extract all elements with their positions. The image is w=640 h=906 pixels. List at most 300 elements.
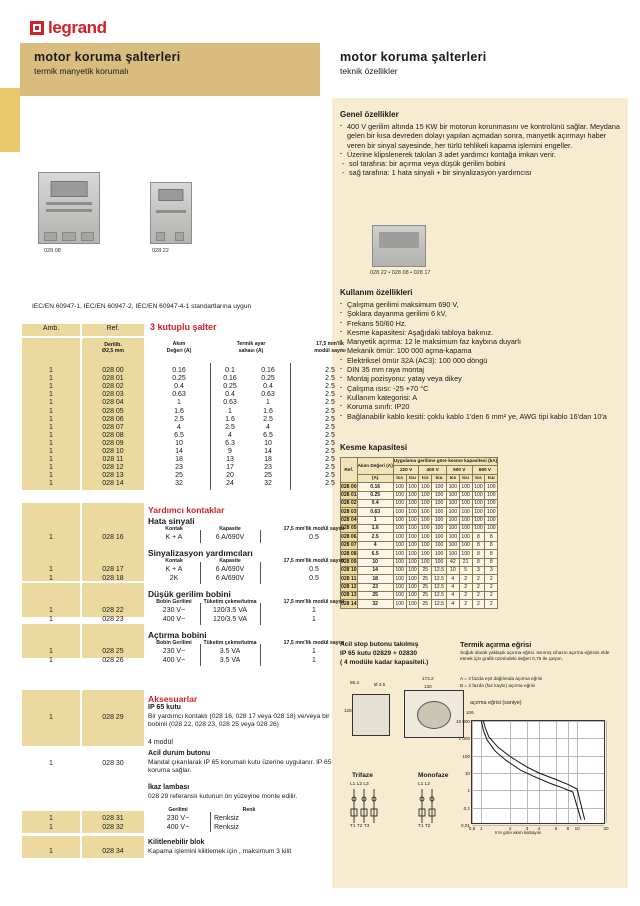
breaker-photo-large-caption: 028 08 [44,248,61,254]
aux-col-c-1: 17,5 mm'lik modül sayısı [283,558,345,564]
cell-kA-6: 100 [472,491,485,499]
dim-128: 128 [344,708,352,713]
usage-bullet-1: · Şoklara dayanma gerilimi 6 kV, [340,309,622,318]
cell-kA-7: 2 [485,592,498,600]
cell-aux-c: 1 [312,607,316,614]
aux-col-b-1: Kapasite [219,558,241,564]
cell-rating: 32 [357,600,393,608]
cell-kA-3: 100 [432,525,447,533]
cell-kA-2: 25 [419,592,432,600]
cell-kA-1: 100 [406,541,419,549]
cell-kA-3: 12.5 [432,600,447,608]
curve-plot-area [455,719,609,831]
dim-173-2: 173.2 [422,676,434,681]
legrand-wordmark: legrand [48,18,107,37]
cell-amb: 1 [49,423,53,431]
usage-heading: Kullanım özellikleri [340,288,413,297]
cell-ref: 028 04 [341,517,357,524]
monophase-title: Monofaze [418,772,449,779]
cell-kA-5: 100 [459,508,472,516]
cell-kA-6: 8 [472,541,485,549]
cell-aux-c: 1 [312,648,316,655]
page-title-left: motor koruma şalterleri [34,50,181,64]
xtick-label: 8 [566,826,570,831]
cell-kA-5: 5 [459,566,472,574]
cell-kA-5: 100 [459,541,472,549]
cell-thermal-max: 0.16 [261,367,275,374]
cell-amb: 1 [49,824,53,831]
cell-ref: 028 00 [102,367,124,374]
column-divider [200,603,201,625]
cell-kA-7: 8 [485,541,498,549]
cell-amb: 1 [49,575,53,582]
legrand-mark-icon [30,21,44,35]
cell-kA-3: 100 [432,483,447,491]
cell-aux-b: 3.5 VA [219,648,241,655]
cell-kA-4: 100 [446,550,459,558]
cell-module: 2.5 [325,439,335,447]
cell-rating: 0.4 [357,499,393,507]
cell-rating: 0.63 [357,508,393,516]
cell-current: 32 [175,480,183,488]
col-header-module-1: 17,5 mm'lik [316,341,344,347]
curve-desc: Soğuk olarak yaklaşık açırma eğrisi. Isınmış cihazın açırma eğrisini elde etmek için grafik üzerindeki değeri 0,75 ile çarpın. [460,650,610,661]
cell-kA-1: 100 [406,592,419,600]
cell-current: 23 [175,464,183,472]
cell-kA-0: 100 [393,566,406,574]
cell-kA-7: 2 [485,600,498,608]
xtick-label: 2 [508,826,512,831]
cell-kA-1: 100 [406,575,419,583]
col-header-current-1: Akım [172,341,186,347]
cell-rating: 2.5 [357,533,393,541]
cell-kA-4: 100 [446,483,459,491]
cell-aux-c: 0.5 [309,534,319,541]
cell-kA-6: 2 [472,583,485,591]
cell-kA-2: 100 [419,491,432,499]
cell-kA-6: 2 [472,575,485,583]
breaker-photo-small [150,182,192,244]
cell-kA-2: 100 [419,550,432,558]
cell-ref: 028 12 [341,584,357,591]
cell-thermal-max: 2.5 [263,415,273,423]
curve-axis-title: açırma eğrisi (saniye) [470,700,522,706]
cell-kA-5: 21 [459,558,472,566]
cell-kA-2: 100 [419,558,432,566]
cell-kA-0: 100 [393,533,406,541]
col-header-delivery-2: Ø2,5 mm [102,348,124,354]
cell-kA-7: 100 [485,491,498,499]
cell-amb: 1 [49,367,53,374]
cell-thermal-max: 25 [264,472,272,480]
column-divider [260,562,261,584]
cell-kA-2: 100 [419,541,432,549]
aux-col-b-0: Kapasite [219,526,241,532]
cell-ref: 028 14 [341,600,357,607]
cell-kA-6: 8 [472,558,485,566]
cell-kA-3: 12.5 [432,566,447,574]
cell-ref: 028 18 [102,575,124,582]
cell-kA-7: 100 [485,525,498,533]
th-sub-1-0: Ics [419,474,432,482]
th-ref: Ref. [341,458,358,483]
cell-kA-3: 100 [432,499,447,507]
cell-ref: 028 04 [102,399,124,407]
cell-module: 2.5 [325,391,335,399]
cell-ref: 028 11 [341,575,357,582]
accessories-section-title: Aksesuarlar [148,694,198,704]
cell-kA-2: 100 [419,483,432,491]
cell-thermal-min: 9 [228,448,232,455]
cell-kA-5: 2 [459,592,472,600]
page-subtitle-right: teknik özellikler [340,66,398,76]
usage-bullets [340,300,622,421]
cell-ref: 028 29 [102,714,124,721]
cell-ref: 028 03 [102,391,124,399]
aux-col-a-3: Bobin Gerilimi [156,640,192,646]
cell-kA-1: 100 [406,525,419,533]
cell-amb: 1 [49,760,53,767]
curve-legend-a: A = 3 fazda eşit dağılımda açırma eğrisi [460,676,543,681]
cell-kA-3: 100 [432,491,447,499]
cell-module: 2.5 [325,423,335,431]
cell-lamp-color: Renksiz [214,815,239,822]
cell-kA-6: 100 [472,516,485,524]
usage-bullet-10: · Kullanım kategorisi: A [340,393,622,402]
cell-ref: 028 00 [341,483,357,490]
table-row [341,541,498,549]
usage-bullet-8: · Montaj pozisyonu: yatay veya dikey [340,374,622,383]
usage-bullet-2: · Frekans 50/60 Hz. [340,319,622,328]
cell-rating: 6.5 [357,550,393,558]
column-divider [200,644,201,666]
cell-current: 4 [177,423,181,431]
cell-current: 18 [175,456,183,464]
aux-col-b-3: Tüketim çekme/tutma [203,640,257,646]
cell-rating: 14 [357,566,393,574]
cell-kA-6: 100 [472,525,485,533]
aux-col-a-1: Kontak [165,558,183,564]
cell-kA-2: 25 [419,583,432,591]
monophase-top-labels: L1 L2 [418,782,431,787]
cell-lamp-color: Renksiz [214,824,239,831]
cell-kA-4: 100 [446,508,459,516]
xtick-label: 3 [525,826,529,831]
usage-bullet-12: · Bağlanabilir kablo kesiti: çoklu kablo 1'den 6 mm² ye, AWG tipi kablo 16'dan 10'a [340,412,622,421]
cell-thermal-max: 0.63 [261,391,275,399]
cell-kA-4: 100 [446,491,459,499]
cell-kA-6: 100 [472,508,485,516]
cell-thermal-max: 6.5 [263,431,273,439]
cell-thermal-min: 6.3 [225,439,235,447]
tripping-curve-chart [443,712,611,840]
cell-aux-a: 400 V~ [162,616,186,623]
cell-thermal-min: 24 [226,480,234,488]
cell-module: 2.5 [325,399,335,407]
th-sub-0-1: Icu [406,474,419,482]
three-pole-section-title: 3 kutuplu şalter [150,322,217,332]
cell-ref: 028 02 [341,500,357,507]
cell-thermal-max: 14 [264,448,272,455]
col-header-current-2: Değeri (A) [166,348,192,354]
aux-col-a-2: Bobin Gerilimi [156,599,192,605]
cell-aux-a: 2K [169,575,179,582]
th-voltage-0: 220 V [393,466,419,474]
cell-kA-6: 100 [472,499,485,507]
aux-section-title: Yardımcı kontaklar [148,505,225,515]
cell-aux-b: 6 A/690V [215,534,245,541]
cell-kA-6: 8 [472,533,485,541]
cell-thermal-max: 23 [264,464,272,472]
cell-aux-a: 230 V~ [162,607,186,614]
ytick-label: 10 [464,771,470,776]
cell-thermal-max: 32 [264,480,272,488]
xtick-label: 1 [480,826,483,831]
cell-kA-7: 100 [485,483,498,491]
cell-ref: 028 13 [341,592,357,599]
cell-thermal-max: 18 [264,456,272,464]
col-header-delivery-1: Derilib. [104,342,122,348]
cell-kA-4: 4 [446,583,459,591]
cell-kA-4: 100 [446,533,459,541]
cell-ref: 028 06 [341,533,357,540]
cell-kA-0: 100 [393,483,406,491]
cell-ref: 028 02 [102,383,124,391]
cell-module: 2.5 [325,431,335,439]
curve-legend-b: B = 2 fazda (faz kaybı) açırma eğrisi [460,683,536,688]
usage-bullet-9: · Çalışma ısısı: -25 +70 °C [340,384,622,393]
cell-kA-6: 3 [472,566,485,574]
cell-ref: 028 01 [102,375,124,383]
emergency-line-3: ( 4 modüle kadar kapasiteli.) [340,659,429,666]
cell-amb: 1 [49,383,53,391]
cell-thermal-max: 4 [266,423,270,431]
cell-rating: 0.25 [357,491,393,499]
cell-kA-7: 8 [485,533,498,541]
cell-kA-4: 100 [446,525,459,533]
column-divider [260,530,261,543]
col-header-module-2: modül sayısı [314,348,346,354]
aux-group-title-1: Sinyalizasyon yardımcıları [148,548,253,558]
cell-amb: 1 [49,431,53,439]
cell-ref: 028 13 [102,472,124,480]
cell-kA-4: 4 [446,600,459,608]
cell-current: 1 [177,399,181,407]
aux-col-b-2: Tüketim çekme/tutma [203,599,257,605]
cell-ref: 028 05 [102,407,124,415]
curve-A [483,721,584,820]
cell-ref: 028 32 [102,824,124,831]
general-bullet-1: · Üzerine klipslenerek takılan 3 adet yardımcı kontağa imkan verir. [340,150,622,159]
cell-thermal-min: 1.6 [225,415,235,423]
xtick-label: 10 [574,826,580,831]
cell-kA-7: 3 [485,566,498,574]
general-dash-0: - sol tarafına: bir açırma veya düşük gerilim bobini [340,159,622,168]
cell-ref: 028 01 [341,491,357,498]
cell-ref: 028 16 [102,534,124,541]
ytick-label: 100 [462,753,470,759]
usage-bullet-0: · Çalışma gerilimi maksimum 690 V, [340,300,622,309]
aux-col-c-2: 17,5 mm'lik modül sayısı [283,599,345,605]
cell-kA-0: 100 [393,583,406,591]
cell-kA-4: 100 [446,499,459,507]
cell-amb: 1 [49,448,53,455]
table-row [341,583,498,591]
cell-amb: 1 [49,464,53,472]
column-divider [290,363,291,490]
cell-ref: 028 09 [102,439,124,447]
th-rating: Akım Değeri (A) [357,458,393,475]
cell-aux-c: 0.5 [309,575,319,582]
cell-aux-b: 120/3.5 VA [212,616,248,623]
cell-rating: 0.16 [357,483,393,491]
th-group: Uygulama gerilime göre kesme kapasitesi (kA) [393,458,497,466]
cell-kA-6: 2 [472,600,485,608]
cell-ref: 028 12 [102,464,124,472]
cell-thermal-min: 2.5 [225,423,235,431]
cell-kA-2: 100 [419,499,432,507]
cell-current: 0.4 [174,383,184,391]
cell-rating: 10 [357,558,393,566]
dim-hole: Ø 4.5 [374,682,386,687]
general-heading: Genel özellikler [340,110,399,119]
cell-kA-0: 100 [393,499,406,507]
breaking-heading: Kesme kapasitesi [340,443,408,452]
cell-aux-c: 1 [312,657,316,664]
accessory-title-0: IP 65 kutu [148,704,181,711]
cell-lamp-voltage: 230 V~ [166,815,190,822]
cell-kA-5: 100 [459,525,472,533]
th-rating-unit: (A) [357,474,393,482]
cell-module: 2.5 [325,464,335,472]
cell-ref: 028 05 [341,525,357,532]
cell-thermal-max: 1 [266,399,270,407]
cell-aux-c: 1 [312,616,316,623]
lock-title: Kilitlenebilir blok [148,839,205,846]
cell-kA-3: 100 [432,550,447,558]
cell-kA-5: 100 [459,491,472,499]
usage-bullet-3: · Kesme kapasitesi: Aşağıdaki tabloya bakınız. [340,328,622,337]
cell-aux-b: 6 A/690V [215,566,245,573]
cell-kA-7: 100 [485,516,498,524]
table-row [341,491,498,499]
cell-kA-4: 42 [446,558,459,566]
cell-ref: 028 30 [102,760,124,767]
th-sub-2-0: Ics [446,474,459,482]
column-divider [200,530,201,543]
cell-thermal-min: 0.25 [223,383,237,391]
cell-kA-7: 100 [485,508,498,516]
usage-bullet-6: · Elektriksel ömür 32A (AC3): 100 000 döngü [340,356,622,365]
cell-amb: 1 [49,616,53,623]
cell-thermal-min: 20 [226,472,234,480]
dim-130: 130 [424,684,432,689]
cell-amb: 1 [49,399,53,407]
cell-current: 0.16 [172,367,186,374]
cell-current: 0.63 [172,391,186,399]
th-sub-3-0: Ics [472,474,485,482]
cell-kA-5: 100 [459,533,472,541]
cell-kA-1: 100 [406,558,419,566]
cell-thermal-max: 0.25 [261,375,275,383]
cell-amb: 1 [49,607,53,614]
col-header-thermal-2: sahası (A) [238,348,264,354]
ytick-label: 10 000 [455,719,470,724]
cell-kA-3: 100 [432,558,447,566]
cell-kA-3: 100 [432,541,447,549]
cell-kA-1: 100 [406,533,419,541]
triphase-bottom-labels: T1 T2 T3 [350,824,370,829]
cell-kA-0: 100 [393,516,406,524]
cell-current: 10 [175,439,183,447]
lamp-col-a: Gerilimi [168,807,188,813]
accessory-extra-0: 4 modül [148,739,173,746]
cell-kA-1: 100 [406,600,419,608]
cell-kA-5: 2 [459,583,472,591]
column-divider [200,562,201,584]
cell-thermal-max: 10 [264,439,272,447]
column-divider [210,812,211,832]
cell-kA-1: 100 [406,499,419,507]
cell-kA-7: 100 [485,499,498,507]
breaking-table-body [341,483,498,609]
cell-kA-4: 4 [446,592,459,600]
left-edge-bar [0,88,20,152]
cell-ref: 028 22 [102,607,124,614]
cell-kA-0: 100 [393,575,406,583]
curve-B [481,721,581,820]
cell-current: 0.25 [172,375,186,383]
cell-aux-a: 400 V~ [162,657,186,664]
cell-kA-7: 8 [485,558,498,566]
cell-current: 1.6 [174,407,184,415]
th-sub-2-1: Icu [459,474,472,482]
cell-kA-0: 100 [393,541,406,549]
cell-thermal-min: 13 [226,456,234,464]
cell-amb: 1 [49,391,53,399]
cell-kA-4: 4 [446,575,459,583]
cell-kA-1: 100 [406,508,419,516]
cell-ref: 028 07 [341,542,357,549]
cell-kA-1: 100 [406,583,419,591]
cell-aux-a: K + A [165,534,183,541]
curve-heading: Termik açırma eğrisi [460,640,532,649]
th-voltage-1: 400 V [419,466,447,474]
cell-module: 2.5 [325,407,335,415]
cell-module: 2.5 [325,367,335,374]
cell-rating: 1.6 [357,525,393,533]
th-sub-3-1: Icu [485,474,498,482]
cell-ref: 028 17 [102,566,124,573]
cell-ref: 028 06 [102,415,124,423]
accessory-title-1: Acil durum butonu [148,750,211,757]
cell-kA-0: 100 [393,600,406,608]
cell-aux-c: 0.5 [309,566,319,573]
cell-kA-5: 100 [459,516,472,524]
cell-lamp-voltage: 400 V~ [166,824,190,831]
general-bullet-0: · 400 V gerilim altında 15 KW bir motorun korunmasını ve kontrolünü sağlar. Meydana gelen bir kısa devreden dolayı yapılan açmadan sonra, manyetik açırmayı haber veren bir sinyal sayesinde, her türlü tehlikeli kapama işlemini engeller. [340,122,622,150]
cell-amb: 1 [49,375,53,383]
standards-note: IEC/EN 60947-1, IEC/EN 60947-2, IEC/EN 60947-4-1 standartlarına uygun [32,303,252,310]
accessory-desc-0: Bir yardımcı kontaklı (028 16, 028 17 veya 028 18) ve/veya bir bobinli (028 22, 028 23, 028 25 veya 028 26) [148,713,330,728]
cell-kA-3: 12.5 [432,583,447,591]
page-title-right: motor koruma şalterleri [340,50,487,64]
dim-106: 106 [466,710,474,715]
cell-amb: 1 [49,472,53,480]
cell-thermal-min: 1 [228,407,232,415]
cell-thermal-min: 0.4 [225,391,235,399]
cell-kA-1: 100 [406,483,419,491]
